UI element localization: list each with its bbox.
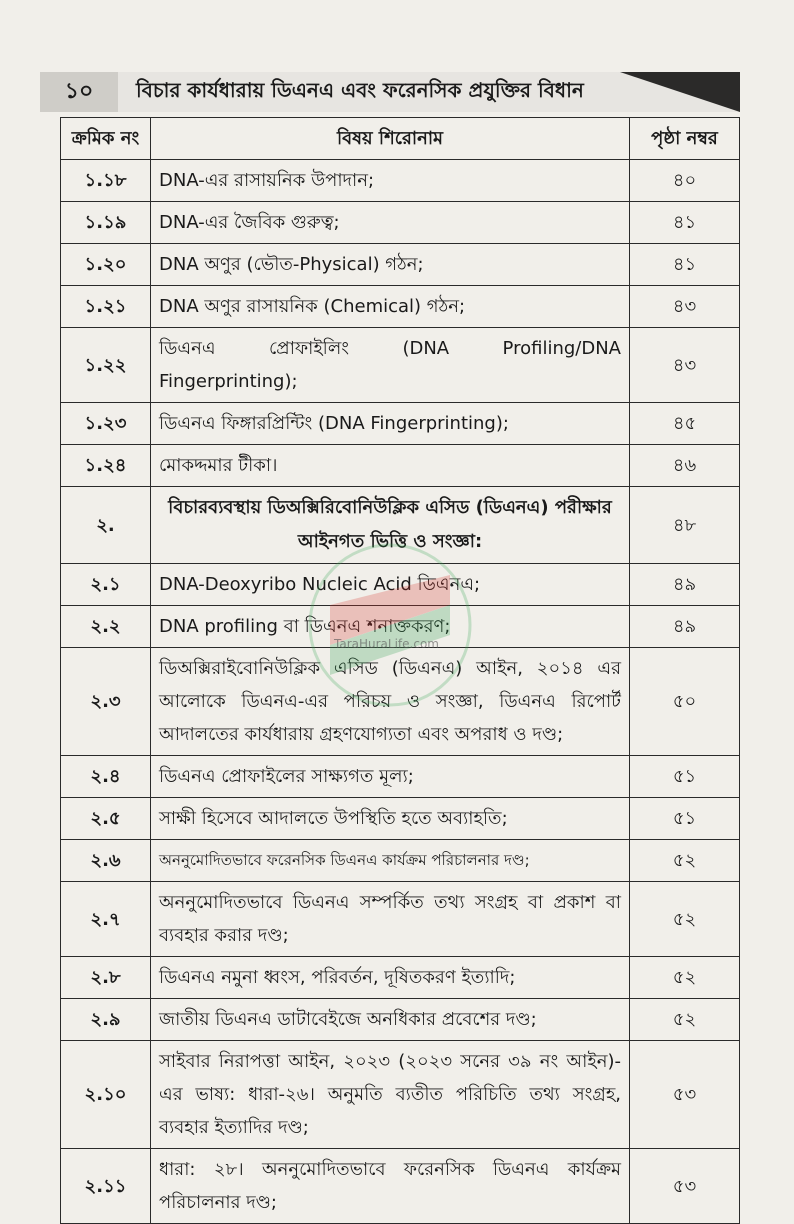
row-number: ১.২৩ xyxy=(61,403,151,445)
table-row xyxy=(61,403,740,445)
row-subject: ডিএনএ প্রোফাইলিং (DNA Profiling/DNA Fingerprinting); xyxy=(151,328,630,403)
table-row xyxy=(61,1149,740,1224)
row-page: ৪৯ xyxy=(630,606,740,648)
table-row xyxy=(61,445,740,487)
row-number: ২. xyxy=(61,487,151,564)
row-page: ৪৩ xyxy=(630,286,740,328)
row-page: ৫১ xyxy=(630,756,740,798)
chapter-heading: বিচারব্যবস্থায় ডিঅক্সিরিবোনিউক্লিক এসিড (ডিএনএ) পরীক্ষার আইনগত ভিত্তি ও সংজ্ঞা: xyxy=(151,487,630,564)
row-page: ৪৬ xyxy=(630,445,740,487)
book-title: বিচার কার্যধারায় ডিএনএ এবং ফরেনসিক প্রযুক্তির বিধান xyxy=(136,77,584,102)
row-number: ২.৯ xyxy=(61,999,151,1041)
row-subject: ধারা: ২৮। অননুমোদিতভাবে ফরেনসিক ডিএনএ কার্যক্রম পরিচালনার দণ্ড; xyxy=(151,1149,630,1224)
table-row xyxy=(61,202,740,244)
row-number: ১.২৪ xyxy=(61,445,151,487)
row-subject: সাক্ষী হিসেবে আদালতে উপস্থিতি হতে অব্যাহতি; xyxy=(151,798,630,840)
row-number: ২.৪ xyxy=(61,756,151,798)
row-page: ৫০ xyxy=(630,648,740,756)
row-subject: অননুমোদিতভাবে ডিএনএ সম্পর্কিত তথ্য সংগ্রহ বা প্রকাশ বা ব্যবহার করার দণ্ড; xyxy=(151,882,630,957)
row-subject: সাইবার নিরাপত্তা আইন, ২০২৩ (২০২৩ সনের ৩৯ নং আইন)-এর ভাষ্য: ধারা-২৬। অনুমতি ব্যতীত পরিচিতি তথ্য সংগ্রহ, ব্যবহার ইত্যাদির দণ্ড; xyxy=(151,1041,630,1149)
row-number: ১.২০ xyxy=(61,244,151,286)
row-page: ৪০ xyxy=(630,160,740,202)
row-page: ৫২ xyxy=(630,840,740,882)
watermark-site: TaraHuraLife.com xyxy=(334,637,439,651)
row-number: ২.২ xyxy=(61,606,151,648)
row-page: ৪৯ xyxy=(630,564,740,606)
table-row xyxy=(61,840,740,882)
row-number: ১.২২ xyxy=(61,328,151,403)
row-page: ৫২ xyxy=(630,999,740,1041)
row-page: ৪৩ xyxy=(630,328,740,403)
table-row xyxy=(61,564,740,606)
row-number: ২.১ xyxy=(61,564,151,606)
row-subject: অননুমোদিতভাবে ফরেনসিক ডিএনএ কার্যক্রম পরিচালনার দণ্ড; xyxy=(151,840,630,882)
row-number: ২.৮ xyxy=(61,957,151,999)
row-subject: DNA profiling বা ডিএনএ শনাক্তকরণ; xyxy=(151,606,630,648)
row-subject: DNA-এর রাসায়নিক উপাদান; xyxy=(151,160,630,202)
row-page: ৫২ xyxy=(630,957,740,999)
row-subject: ডিএনএ ফিঙ্গারপ্রিন্টিং (DNA Fingerprinting); xyxy=(151,403,630,445)
page-number: ১০ xyxy=(40,72,118,112)
table-row xyxy=(61,882,740,957)
row-page: ৪১ xyxy=(630,244,740,286)
contents-table xyxy=(60,117,740,1224)
row-page: ৫১ xyxy=(630,798,740,840)
row-number: ২.৫ xyxy=(61,798,151,840)
row-page: ৫৩ xyxy=(630,1149,740,1224)
table-row xyxy=(61,999,740,1041)
row-page: ৪৮ xyxy=(630,487,740,564)
row-number: ২.৬ xyxy=(61,840,151,882)
row-subject: ডিএনএ প্রোফাইলের সাক্ষ্যগত মূল্য; xyxy=(151,756,630,798)
row-number: ১.২১ xyxy=(61,286,151,328)
row-subject: ডিএনএ নমুনা ধ্বংস, পরিবর্তন, দূষিতকরণ ইত্যাদি; xyxy=(151,957,630,999)
row-number: ২.১০ xyxy=(61,1041,151,1149)
row-subject: DNA-Deoxyribo Nucleic Acid ডিএনএ; xyxy=(151,564,630,606)
table-row xyxy=(61,328,740,403)
row-subject: মোকদ্দমার টীকা। xyxy=(151,445,630,487)
table-header-row xyxy=(61,118,740,160)
header-corner-decoration xyxy=(620,72,740,112)
row-page: ৪৫ xyxy=(630,403,740,445)
row-number: ১.১৯ xyxy=(61,202,151,244)
row-page: ৫৩ xyxy=(630,1041,740,1149)
row-number: ২.৩ xyxy=(61,648,151,756)
table-row xyxy=(61,648,740,756)
row-number: ২.১১ xyxy=(61,1149,151,1224)
page-column-header: পৃষ্ঠা নম্বর xyxy=(630,118,740,160)
row-number: ১.১৮ xyxy=(61,160,151,202)
table-row xyxy=(61,244,740,286)
row-subject: ডিঅক্সিরাইবোনিউক্লিক এসিড (ডিএনএ) আইন, ২০১৪ এর আলোকে ডিএনএ-এর পরিচয় ও সংজ্ঞা, ডিএনএ রিপোর্ট আদালতের কার্যধারায় গ্রহণযোগ্যতা এবং অপরাধ ও দণ্ড; xyxy=(151,648,630,756)
table-row xyxy=(61,1041,740,1149)
row-subject: জাতীয় ডিএনএ ডাটাবেইজে অনধিকার প্রবেশের দণ্ড; xyxy=(151,999,630,1041)
subject-column-header: বিষয় শিরোনাম xyxy=(151,118,630,160)
row-page: ৪১ xyxy=(630,202,740,244)
table-row xyxy=(61,160,740,202)
table-row xyxy=(61,756,740,798)
row-page: ৫২ xyxy=(630,882,740,957)
table-row xyxy=(61,286,740,328)
table-row-chapter xyxy=(61,487,740,564)
row-subject: DNA অণুর রাসায়নিক (Chemical) গঠন; xyxy=(151,286,630,328)
table-row xyxy=(61,957,740,999)
running-header xyxy=(40,72,740,112)
table-row xyxy=(61,798,740,840)
row-subject: DNA অণুর (ভৌত-Physical) গঠন; xyxy=(151,244,630,286)
row-subject: DNA-এর জৈবিক গুরুত্ব; xyxy=(151,202,630,244)
row-number: ২.৭ xyxy=(61,882,151,957)
serial-column-header: ক্রমিক নং xyxy=(61,118,151,160)
